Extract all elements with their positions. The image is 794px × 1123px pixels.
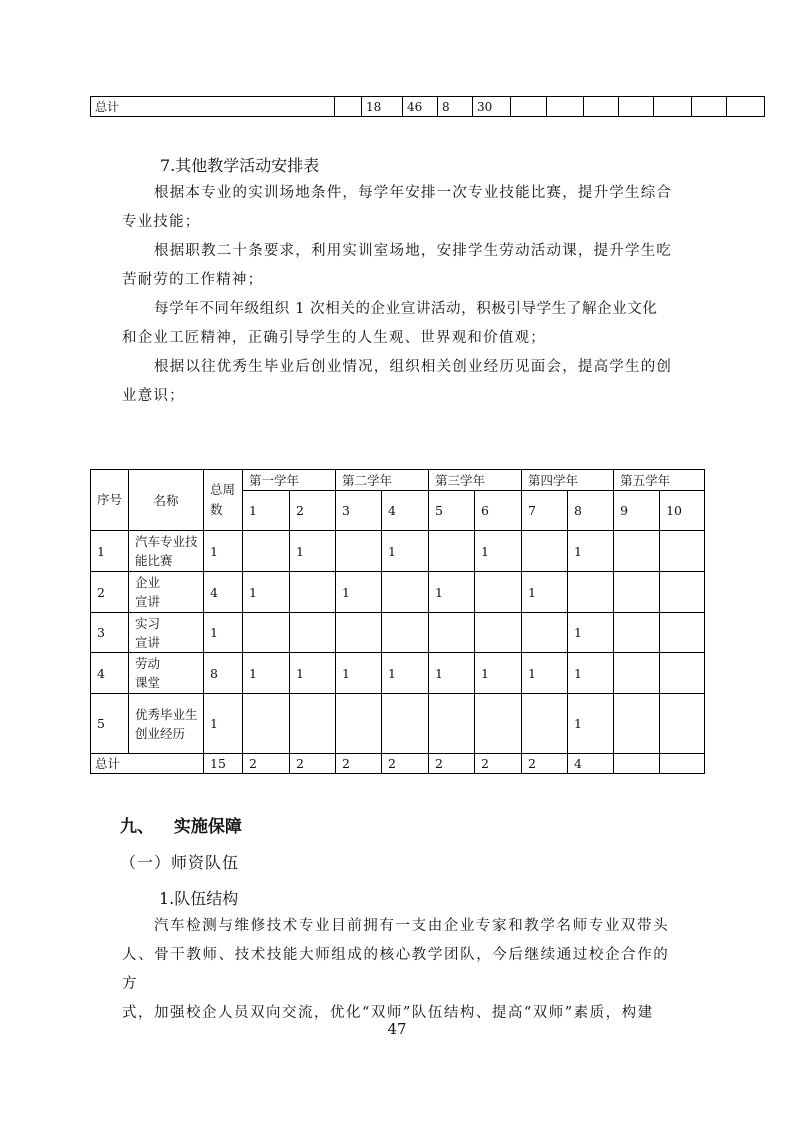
row-seq: 3: [91, 613, 129, 653]
row-name: 劳动课堂: [129, 653, 204, 694]
row-term-cell: [336, 531, 382, 572]
row-total: 1: [204, 531, 243, 572]
row-seq: 1: [91, 531, 129, 572]
table-header-row: [91, 470, 705, 491]
row-term-cell: 1: [568, 653, 614, 694]
row-term-cell: [382, 613, 429, 653]
row-term-cell: [522, 531, 568, 572]
row-term-cell: 1: [336, 572, 382, 613]
paragraph-line: 每学年不同年级组织 1 次相关的企业宣讲活动，积极引导学生了解企业文化: [154, 301, 658, 317]
row-term-cell: [290, 572, 336, 613]
total-term-cell: 2: [243, 754, 290, 774]
paragraph-line: 苦耐劳的工作精神；: [122, 272, 264, 288]
row-term-cell: 1: [568, 531, 614, 572]
item-heading: 1.队伍结构: [159, 889, 239, 908]
table-row: [91, 531, 705, 572]
total-term-cell: [660, 754, 705, 774]
total-term-cell: 2: [382, 754, 429, 774]
row-term-cell: [243, 694, 290, 754]
header-year-4: 第四学年: [522, 470, 614, 491]
header-total-weeks: 总周数: [204, 470, 243, 531]
total-term-cell: [614, 754, 660, 774]
row-term-cell: [475, 613, 522, 653]
total-label: 总计: [91, 754, 204, 774]
row-term-cell: 1: [382, 653, 429, 694]
total-term-cell: 2: [475, 754, 522, 774]
total-label: 总计: [91, 97, 335, 117]
row-term-cell: [614, 572, 660, 613]
sub7-body: [122, 179, 682, 411]
header-year-3: 第三学年: [429, 470, 522, 491]
table-cell: [692, 97, 727, 117]
header-seq: 序号: [91, 470, 129, 531]
activity-schedule-table: [90, 469, 705, 774]
row-term-cell: [660, 531, 705, 572]
paragraph-line: 业意识；: [122, 388, 185, 404]
total-term-cell: 2: [290, 754, 336, 774]
header-term: 5: [429, 491, 475, 531]
page-number: 47: [387, 1020, 407, 1038]
table-cell: 30: [473, 97, 511, 117]
table-cell: [335, 97, 362, 117]
row-seq: 4: [91, 653, 129, 694]
row-term-cell: [660, 694, 705, 754]
row-term-cell: 1: [568, 613, 614, 653]
row-term-cell: 1: [429, 653, 475, 694]
paragraph-line: 根据本专业的实训场地条件，每学年安排一次专业技能比赛，提升学生综合: [154, 185, 673, 201]
section-heading-text: 实施保障: [173, 817, 242, 837]
total-term-cell: 2: [336, 754, 382, 774]
row-term-cell: [429, 613, 475, 653]
row-term-cell: [290, 694, 336, 754]
table-cell: [547, 97, 584, 117]
header-term: 9: [614, 491, 660, 531]
row-term-cell: 1: [243, 653, 290, 694]
row-term-cell: [429, 694, 475, 754]
paragraph-line: 根据以往优秀生毕业后创业情况，组织相关创业经历见面会，提高学生的创: [154, 359, 673, 375]
row-term-cell: 1: [336, 653, 382, 694]
row-term-cell: [336, 694, 382, 754]
subsection-heading: （一）师资队伍: [120, 853, 240, 872]
header-term: 7: [522, 491, 568, 531]
row-term-cell: [660, 613, 705, 653]
total-term-cell: 4: [568, 754, 614, 774]
row-term-cell: 1: [475, 531, 522, 572]
row-term-cell: 1: [429, 572, 475, 613]
row-term-cell: [522, 694, 568, 754]
row-name: 优秀毕业生创业经历: [129, 694, 204, 754]
row-total: 1: [204, 613, 243, 653]
row-term-cell: [614, 653, 660, 694]
table-cell: [511, 97, 547, 117]
row-term-cell: [614, 613, 660, 653]
paragraph-line: 人、骨干教师、技术技能大师组成的核心教学团队，今后继续通过校企合作的方: [122, 947, 670, 992]
header-term: 8: [568, 491, 614, 531]
header-year-2: 第二学年: [336, 470, 429, 491]
paragraph-line: 和企业工匠精神，正确引导学生的人生观、世界观和价值观；: [122, 330, 546, 346]
section9-body: [122, 912, 682, 1028]
row-seq: 5: [91, 694, 129, 754]
previous-table-total-row: [90, 96, 765, 117]
row-term-cell: [290, 613, 336, 653]
row-total: 8: [204, 653, 243, 694]
row-term-cell: 1: [290, 653, 336, 694]
header-term: 6: [475, 491, 522, 531]
row-term-cell: 1: [522, 572, 568, 613]
row-total: 1: [204, 694, 243, 754]
row-term-cell: [243, 531, 290, 572]
paragraph-line: 专业技能；: [122, 214, 201, 230]
row-term-cell: 1: [243, 572, 290, 613]
table-cell: [654, 97, 692, 117]
table-cell: [619, 97, 654, 117]
row-term-cell: [429, 531, 475, 572]
row-term-cell: 1: [522, 653, 568, 694]
paragraph-line: 根据职教二十条要求，利用实训室场地，安排学生劳动活动课，提升学生吃: [154, 243, 673, 259]
row-term-cell: [382, 694, 429, 754]
row-seq: 2: [91, 572, 129, 613]
row-term-cell: [382, 572, 429, 613]
row-term-cell: 1: [568, 694, 614, 754]
section-number: 九、: [120, 817, 154, 837]
header-term: 2: [290, 491, 336, 531]
table-cell: [727, 97, 765, 117]
section-9-title: [120, 812, 242, 837]
header-term: 10: [660, 491, 705, 531]
row-term-cell: [522, 613, 568, 653]
total-weeks: 15: [204, 754, 243, 774]
header-year-5: 第五学年: [614, 470, 705, 491]
row-term-cell: [568, 572, 614, 613]
table-cell: 46: [403, 97, 438, 117]
row-term-cell: [475, 694, 522, 754]
table-row: [91, 97, 765, 117]
paragraph-line: 汽车检测与维修技术专业目前拥有一支由企业专家和教学名师专业双带头: [154, 918, 670, 934]
table-total-row: [91, 754, 705, 774]
paragraph-line: 式，加强校企人员双向交流，优化“双师”队伍结构、提高“双师”素质，构建: [122, 1005, 654, 1021]
row-name: 实习宣讲: [129, 613, 204, 653]
table-row: [91, 572, 705, 613]
row-term-cell: [660, 572, 705, 613]
header-term: 3: [336, 491, 382, 531]
row-total: 4: [204, 572, 243, 613]
table-row: [91, 694, 705, 754]
header-year-1: 第一学年: [243, 470, 336, 491]
row-term-cell: [614, 694, 660, 754]
total-term-cell: 2: [522, 754, 568, 774]
table-cell: 8: [438, 97, 473, 117]
total-term-cell: 2: [429, 754, 475, 774]
table-row: [91, 653, 705, 694]
row-term-cell: [660, 653, 705, 694]
header-term: 4: [382, 491, 429, 531]
row-term-cell: [243, 613, 290, 653]
row-name: 汽车专业技能比赛: [129, 531, 204, 572]
table-row: [91, 613, 705, 653]
table-cell: 18: [362, 97, 403, 117]
subsection-7-title: 7.其他教学活动安排表: [160, 156, 320, 175]
row-term-cell: [475, 572, 522, 613]
table-cell: [584, 97, 619, 117]
row-term-cell: 1: [382, 531, 429, 572]
row-term-cell: 1: [290, 531, 336, 572]
header-name: 名称: [129, 470, 204, 531]
header-term: 1: [243, 491, 290, 531]
row-term-cell: [336, 613, 382, 653]
row-term-cell: 1: [475, 653, 522, 694]
row-term-cell: [614, 531, 660, 572]
row-name: 企业宣讲: [129, 572, 204, 613]
